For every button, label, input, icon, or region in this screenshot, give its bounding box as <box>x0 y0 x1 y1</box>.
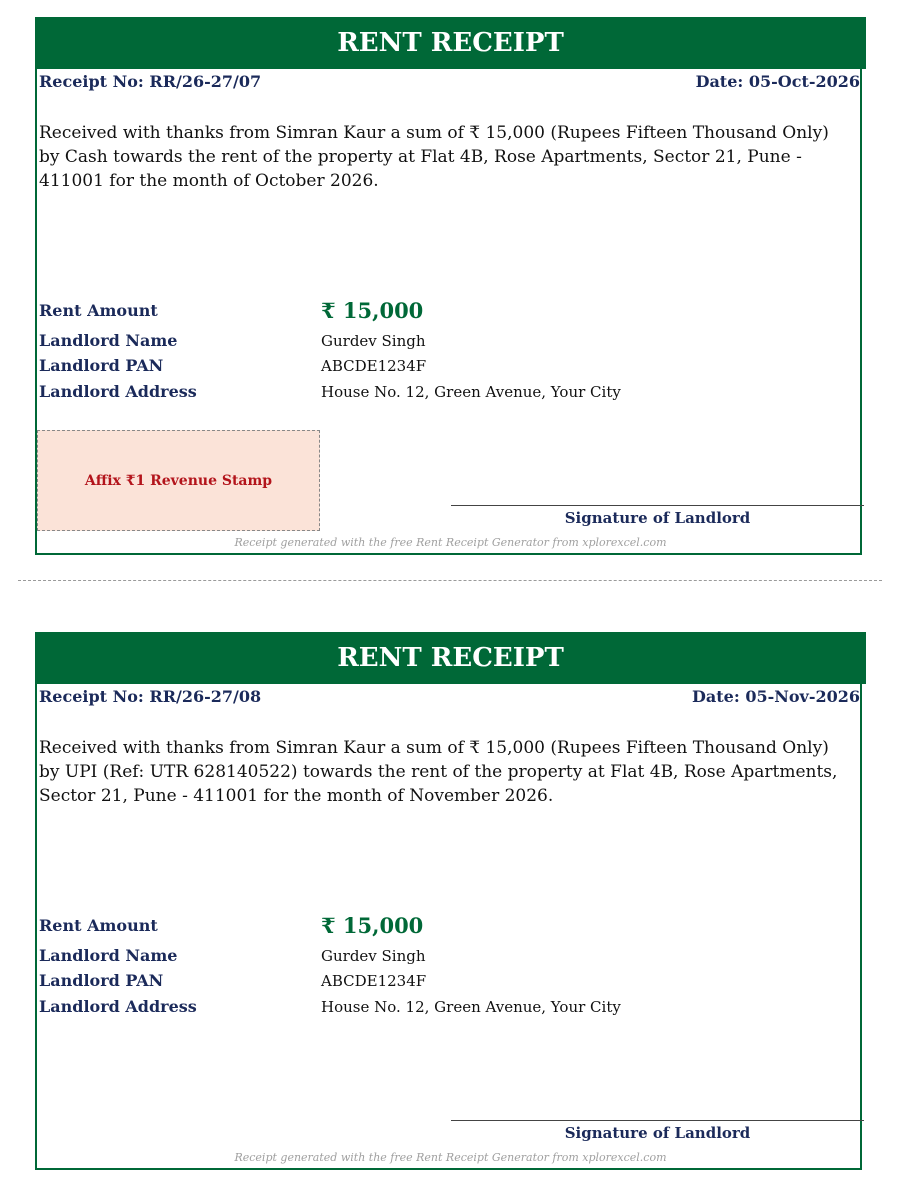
receipt-date: Date: 05-Nov-2026 <box>692 687 860 706</box>
rent-receipt-1 <box>35 17 862 555</box>
cut-line-divider <box>18 580 882 581</box>
receipt-title: RENT RECEIPT <box>35 632 866 684</box>
receipt-footer: Receipt generated with the free Rent Receipt Generator from xplorexcel.com <box>234 536 667 549</box>
receipt-footer: Receipt generated with the free Rent Receipt Generator from xplorexcel.com <box>234 1151 667 1164</box>
receipt-body-text: Received with thanks from Simran Kaur a sum of ₹ 15,000 (Rupees Fifteen Thousand Only) by Cash towards the rent of the property at Flat 4B, Rose Apartments, Sector 21, Pune - 411001 for the month of October 2026. <box>39 123 829 191</box>
receipt-date: Date: 05-Oct-2026 <box>695 72 860 91</box>
landlord-address-value: House No. 12, Green Avenue, Your City <box>321 383 621 401</box>
receipt-number: Receipt No: RR/26-27/08 <box>39 687 262 706</box>
landlord-name-label: Landlord Name <box>39 331 178 350</box>
landlord-name-value: Gurdev Singh <box>321 947 426 965</box>
landlord-address-value: House No. 12, Green Avenue, Your City <box>321 998 621 1016</box>
receipt-body-text: Received with thanks from Simran Kaur a sum of ₹ 15,000 (Rupees Fifteen Thousand Only) by UPI (Ref: UTR 628140522) towards the rent of the property at Flat 4B, Rose Apartments, Sector 21, Pune - 411001 for the month of November 2026. <box>39 738 838 806</box>
rent-amount-value: ₹ 15,000 <box>321 913 424 938</box>
rent-amount-label: Rent Amount <box>39 301 158 320</box>
receipt-number: Receipt No: RR/26-27/07 <box>39 72 262 91</box>
landlord-name-label: Landlord Name <box>39 946 178 965</box>
landlord-name-value: Gurdev Singh <box>321 332 426 350</box>
signature-line <box>451 1120 864 1121</box>
signature-line <box>451 505 864 506</box>
rent-amount-value: ₹ 15,000 <box>321 298 424 323</box>
signature-label: Signature of Landlord <box>564 509 751 527</box>
receipt-title: RENT RECEIPT <box>35 17 866 69</box>
landlord-pan-label: Landlord PAN <box>39 356 164 375</box>
landlord-pan-value: ABCDE1234F <box>321 972 427 990</box>
landlord-address-label: Landlord Address <box>39 997 197 1016</box>
signature-label: Signature of Landlord <box>564 1124 751 1142</box>
landlord-pan-label: Landlord PAN <box>39 971 164 990</box>
rent-amount-label: Rent Amount <box>39 916 158 935</box>
landlord-address-label: Landlord Address <box>39 382 197 401</box>
revenue-stamp-label: Affix ₹1 Revenue Stamp <box>84 472 273 489</box>
rent-receipt-2 <box>35 632 862 1170</box>
landlord-pan-value: ABCDE1234F <box>321 357 427 375</box>
revenue-stamp-box <box>37 430 320 531</box>
